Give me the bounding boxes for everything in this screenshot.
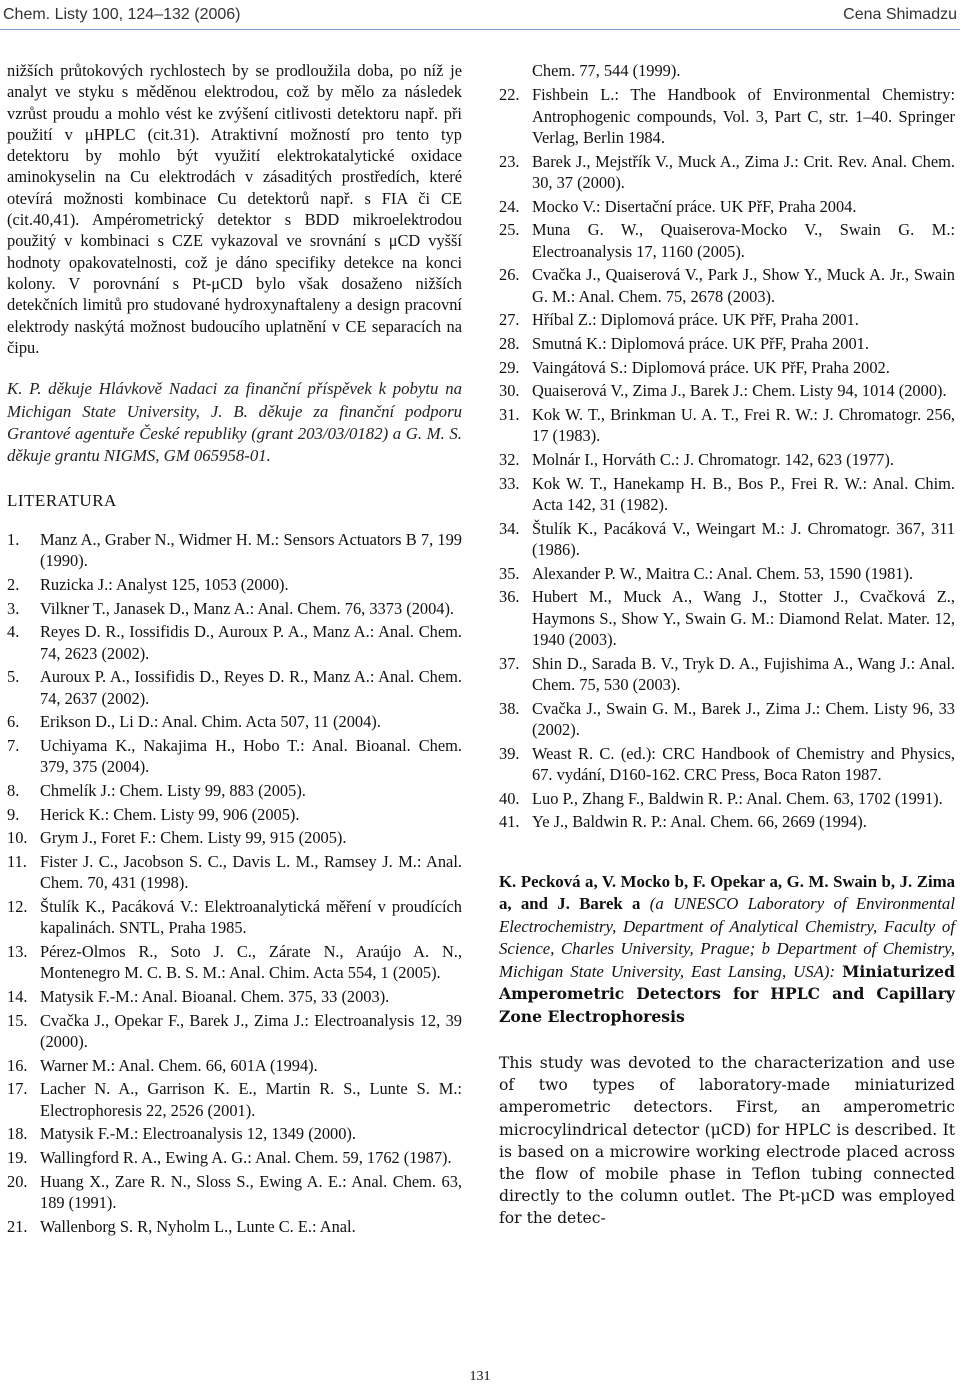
reference-number: 29. [499, 357, 520, 377]
reference-item [7, 1171, 462, 1214]
reference-text: Štulík K., Pacáková V.: Elektroanalytická měření v proudících kapalinách. SNTL, Praha 1985. [40, 897, 462, 938]
reference-item [7, 941, 462, 984]
reference-text: Kok W. T., Brinkman U. A. T., Frei R. W.: J. Chromatogr. 256, 17 (1983). [532, 404, 955, 446]
reference-text: Warner M.: Anal. Chem. 66, 601A (1994). [40, 1055, 318, 1075]
reference-item [7, 666, 462, 709]
reference-item [7, 574, 462, 595]
reference-item [499, 264, 955, 307]
reference-text: Smutná K.: Diplomová práce. UK PřF, Praha 2001. [532, 333, 869, 353]
reference-number: 33. [499, 473, 520, 493]
reference-list-left [7, 529, 462, 1237]
reference-text: Štulík K., Pacáková V., Weingart M.: J. Chromatogr. 367, 311 (1986). [532, 518, 955, 559]
reference-item [499, 357, 955, 378]
reference-item [7, 851, 462, 894]
reference-text: Fishbein L.: The Handbook of Environmental Chemistry: Antrophogenic compounds, Vol. 3, Part C, str. 1–40. Springer Verlag, Berlin 1984. [532, 85, 955, 147]
reference-number: 10. [7, 828, 28, 848]
reference-number: 30. [499, 381, 520, 401]
reference-number: 37. [499, 653, 520, 673]
reference-number: 32. [499, 449, 520, 469]
reference-number: 14. [7, 987, 28, 1007]
reference-text: Chem. 77, 544 (1999). [532, 61, 681, 80]
summary-title: Miniaturized Amperometric Detectors for HPLC and Capillary Zone Electrophoresis [499, 961, 955, 1026]
reference-list-continuation [499, 60, 955, 81]
reference-text: Quaiserová V., Zima J., Barek J.: Chem. Listy 94, 1014 (2000). [532, 381, 947, 401]
reference-number: 22. [499, 85, 520, 105]
reference-item [7, 598, 462, 619]
reference-number: 11. [7, 852, 27, 872]
reference-item [7, 1078, 462, 1121]
reference-number: 7. [7, 736, 20, 756]
reference-item [499, 653, 955, 696]
reference-text: Alexander P. W., Maitra C.: Anal. Chem. 53, 1590 (1981). [532, 563, 914, 583]
reference-text: Barek J., Mejstřík V., Muck A., Zima J.: Crit. Rev. Anal. Chem. 30, 37 (2000). [532, 151, 955, 192]
reference-text: Shin D., Sarada B. V., Tryk D. A., Fujishima A., Wang J.: Anal. Chem. 75, 530 (2003). [532, 653, 955, 694]
reference-text: Chmelík J.: Chem. Listy 99, 883 (2005). [40, 781, 306, 801]
reference-text: Wallenborg S. R, Nyholm L., Lunte C. E.: Anal. [40, 1216, 356, 1236]
reference-text: Manz A., Graber N., Widmer H. M.: Sensors Actuators B 7, 199 (1990). [40, 530, 462, 571]
reference-item [7, 896, 462, 939]
reference-item [499, 84, 955, 148]
reference-text: Matysik F.-M.: Electroanalysis 12, 1349 (2000). [40, 1124, 356, 1144]
reference-text: Reyes D. R., Iossifidis D., Auroux P. A., Manz A.: Anal. Chem. 74, 2623 (2002). [40, 622, 462, 663]
reference-number: 2. [7, 575, 20, 595]
reference-text: Wallingford R. A., Ewing A. G.: Anal. Chem. 59, 1762 (1987). [40, 1148, 452, 1168]
running-header [0, 0, 960, 30]
reference-number: 12. [7, 897, 28, 917]
reference-number: 18. [7, 1124, 28, 1144]
reference-text: Auroux P. A., Iossifidis D., Reyes D. R., Manz A.: Anal. Chem. 74, 2637 (2002). [40, 667, 462, 708]
page-number: 131 [469, 1369, 491, 1384]
reference-item [7, 1123, 462, 1144]
reference-text: Huang X., Zare R. N., Sloss S., Ewing A. E.: Anal. Chem. 63, 189 (1991). [40, 1171, 462, 1213]
reference-number: 23. [499, 151, 520, 171]
reference-text: Hubert M., Muck A., Wang J., Stotter J., Cvačková Z., Haymons S., Show Y., Swain G. M.: Diamond Relat. Mater. 12, 1940 (2003). [532, 587, 955, 649]
reference-item [499, 151, 955, 194]
reference-item [7, 1055, 462, 1076]
reference-text: Uchiyama K., Nakajima H., Hobo T.: Anal. Bioanal. Chem. 379, 375 (2004). [40, 736, 462, 777]
summary-body: This study was devoted to the characterization and use of two types of laboratory-made miniaturized amperometric detectors. First, an amperometric microcylindrical detector (μCD) for HPLC is described. It is based on a microwire working electrode placed across the flow of mobile phase in Teflon tubing connected directly to the column outlet. The Pt-μCD was employed for the detec- [499, 1054, 955, 1228]
reference-number: 24. [499, 196, 520, 216]
left-column [7, 60, 462, 1239]
reference-item [499, 473, 955, 516]
reference-item [7, 1147, 462, 1168]
reference-text: Vilkner T., Janasek D., Manz A.: Anal. Chem. 76, 3373 (2004). [40, 598, 455, 618]
english-summary [499, 871, 955, 1230]
reference-number: 13. [7, 942, 28, 962]
reference-item [7, 1010, 462, 1053]
reference-text: Ye J., Baldwin R. P.: Anal. Chem. 66, 2669 (1994). [532, 812, 867, 832]
summary-header [499, 871, 955, 1029]
right-column [499, 60, 955, 1245]
reference-text: Muna G. W., Quaiserova-Mocko V., Swain G. M.: Electroanalysis 17, 1160 (2005). [532, 220, 955, 261]
reference-item [499, 219, 955, 262]
reference-item [7, 827, 462, 848]
reference-number: 26. [499, 265, 520, 285]
section-name: Cena Shimadzu [843, 5, 957, 23]
reference-text: Ruzicka J.: Analyst 125, 1053 (2000). [40, 575, 289, 595]
reference-number: 1. [7, 530, 20, 550]
acknowledgement: K. P. děkuje Hlávkově Nadaci za finanční příspěvek k pobytu na Michigan State University, J. B. děkuje za finanční podporu Grantové agentuře České republiky (grant 203/03/0182) a G. M. S. děkuje grantu NIGMS, GM 065958-01. [7, 379, 462, 466]
reference-number: 21. [7, 1216, 28, 1236]
reference-number: 9. [7, 804, 20, 824]
reference-text: Cvačka J., Quaiserová V., Park J., Show Y., Muck A. Jr., Swain G. M.: Anal. Chem. 75, 2678 (2003). [532, 265, 955, 306]
reference-text: Fister J. C., Jacobson S. C., Davis L. M., Ramsey J. M.: Anal. Chem. 70, 431 (1998). [40, 852, 462, 893]
reference-number: 17. [7, 1079, 28, 1099]
reference-text: Molnár I., Horváth C.: J. Chromatogr. 142, 623 (1977). [532, 449, 894, 469]
reference-item [7, 735, 462, 778]
reference-text: Erikson D., Li D.: Anal. Chim. Acta 507, 11 (2004). [40, 712, 381, 732]
reference-item [7, 711, 462, 732]
reference-number: 15. [7, 1010, 28, 1030]
reference-item [499, 196, 955, 217]
reference-number: 35. [499, 563, 520, 583]
reference-item [499, 586, 955, 650]
reference-item [499, 743, 955, 786]
reference-text: Herick K.: Chem. Listy 99, 906 (2005). [40, 804, 300, 824]
reference-number: 36. [499, 587, 520, 607]
reference-text: Mocko V.: Disertační práce. UK PřF, Praha 2004. [532, 196, 857, 216]
reference-number: 19. [7, 1148, 28, 1168]
discussion-paragraph: nižších průtokových rychlostech by se prodloužila doba, po níž je analyt ve styku s měděnou elektrodou, což by mělo za následek vzrůst proudu a mohlo vést ke zvýšení citlivosti detektoru např. při použití v μHPLC (cit.31). Atraktivní možností pro tento typ detektoru by mohlo být využití elektrokatalytické oxidace aminokyselin na Cu elektrodách v zásaditých prostředích, které otevírá možnosti kombinace Cu detektorů např. s FIA či CE (cit.40,41). Ampérometrický detektor s BDD mikroelektrodou použitý v kombinaci s CZE vykazoval ve srovnání s μCD vyšší hodnoty opakovatelnosti, což je dáno specifiky detekce na konci kolony. V porovnání s Pt-μCD bylo však dosaženo nižších detekčních limitů pro studované hydroxynaftaleny a design pracovní elektrody naskýtá možnost budoucího uplatnění v CE separacích na čipu. [7, 61, 462, 357]
reference-number: 39. [499, 743, 520, 763]
reference-item [499, 309, 955, 330]
reference-number: 3. [7, 598, 20, 618]
reference-item [499, 404, 955, 447]
reference-text: Grym J., Foret F.: Chem. Listy 99, 915 (2005). [40, 828, 347, 848]
reference-number: 16. [7, 1055, 28, 1075]
reference-item [7, 621, 462, 664]
reference-item [499, 449, 955, 470]
reference-item [499, 788, 955, 809]
reference-number: 28. [499, 333, 520, 353]
reference-item [499, 563, 955, 584]
journal-citation: Chem. Listy 100, 124–132 (2006) [3, 5, 241, 23]
reference-item [499, 698, 955, 741]
reference-number: 20. [7, 1171, 28, 1191]
reference-number: 27. [499, 310, 520, 330]
reference-item [499, 333, 955, 354]
literature-heading: LITERATURA [7, 490, 117, 510]
reference-text: Kok W. T., Hanekamp H. B., Bos P., Frei R. W.: Anal. Chim. Acta 142, 31 (1982). [532, 473, 955, 514]
reference-text: Cvačka J., Swain G. M., Barek J., Zima J.: Chem. Listy 96, 33 (2002). [532, 698, 955, 739]
reference-number: 34. [499, 518, 520, 538]
reference-item [7, 780, 462, 801]
reference-number: 38. [499, 698, 520, 718]
reference-item [499, 518, 955, 561]
reference-number: 41. [499, 812, 520, 832]
reference-item [7, 986, 462, 1007]
reference-number: 5. [7, 667, 20, 687]
reference-text: Hříbal Z.: Diplomová práce. UK PřF, Praha 2001. [532, 310, 859, 330]
reference-text: Vaingátová S.: Diplomová práce. UK PřF, Praha 2002. [532, 357, 890, 377]
reference-text: Luo P., Zhang F., Baldwin R. P.: Anal. Chem. 63, 1702 (1991). [532, 788, 943, 808]
reference-item [7, 804, 462, 825]
summary-affiliation: (a UNESCO Laboratory of Environmental Electrochemistry, Department of Analytical Chemistry, Faculty of Science, Charles University, Prague; b Department of Chemistry, Michigan State University, East Lansing, USA): [499, 894, 955, 981]
reference-list-right [499, 84, 955, 832]
reference-text: Lacher N. A., Garrison K. E., Martin R. S., Lunte S. M.: Electrophoresis 22, 2526 (2001). [40, 1079, 462, 1120]
reference-text: Cvačka J., Opekar F., Barek J., Zima J.: Electroanalysis 12, 39 (2000). [40, 1010, 462, 1052]
reference-text: Pérez-Olmos R., Soto J. C., Zárate N., Araújo A. N., Montenegro M. C. B. S. M.: Anal. Chim. Acta 554, 1 (2005). [40, 942, 462, 983]
reference-text: Weast R. C. (ed.): CRC Handbook of Chemistry and Physics, 67. vydání, D160-162. CRC Press, Boca Raton 1987. [532, 743, 955, 784]
reference-item [7, 1216, 462, 1237]
reference-number: 31. [499, 404, 520, 424]
reference-text: Matysik F.-M.: Anal. Bioanal. Chem. 375, 33 (2003). [40, 987, 390, 1007]
reference-number: 8. [7, 781, 20, 801]
reference-item [499, 811, 955, 832]
summary-authors: K. Pecková a, V. Mocko b, F. Opekar a, G. M. Swain b, J. Zima a, and J. Barek a [499, 871, 955, 914]
reference-item [499, 60, 955, 81]
reference-item [499, 380, 955, 401]
reference-number: 4. [7, 622, 20, 642]
reference-number: 40. [499, 788, 520, 808]
reference-number: 25. [499, 220, 520, 240]
reference-number: 6. [7, 712, 20, 732]
reference-item [7, 529, 462, 572]
